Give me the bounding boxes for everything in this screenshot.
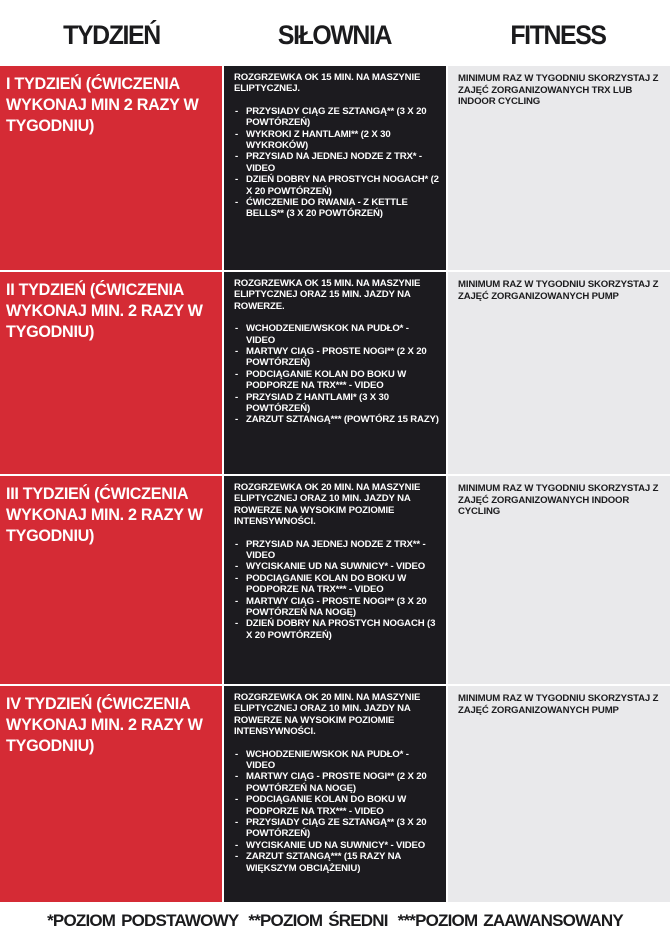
exercise-item: - WYCISKANIE UD NA SUWNICY* - VIDEO <box>235 839 426 851</box>
bullet-dash: - <box>235 174 239 186</box>
gym-plan <box>224 686 446 902</box>
exercise-item: - PODCIĄGANIE KOLAN DO BOKU W PODPORZE NA TRX*** - VIDEO <box>235 368 407 392</box>
gym-plan <box>224 476 446 684</box>
exercise-item: - PRZYSIAD Z HANTLAMI* (3 X 30 POWTÓRZEŃ) <box>235 391 389 415</box>
exercise-item: - WYKROKI Z HANTLAMI** (2 X 30 WYKROKÓW) <box>235 128 391 152</box>
exercise-item: - WCHODZENIE/WSKOK NA PUDŁO* - VIDEO <box>235 748 409 772</box>
bullet-dash: - <box>235 771 239 783</box>
exercise-item: - ZARZUT SZTANGĄ*** (POWTÓRZ 15 RAZY) <box>235 414 439 426</box>
exercise-item: - PODCIĄGANIE KOLAN DO BOKU W PODPORZE NA TRX*** - VIDEO <box>235 572 407 596</box>
table-row-week-4 <box>0 686 670 902</box>
exercise-item: - DZIEŃ DOBRY NA PROSTYCH NOGACH* (2 X 20 POWTÓRZEŃ) <box>235 174 439 197</box>
week-title: IV TYDZIEŃ (ĆWICZENIA WYKONAJ MIN. 2 RAZY W TYGODNIU) <box>0 686 222 902</box>
exercise-item: - PODCIĄGANIE KOLAN DO BOKU W PODPORZE NA TRX*** - VIDEO <box>235 794 407 817</box>
fitness-plan: MINIMUM RAZ W TYGODNIU SKORZYSTAJ Z ZAJĘĆ ZORGANIZOWANYCH TRX LUB INDOOR CYCLING <box>448 66 670 270</box>
bullet-dash: - <box>235 839 239 851</box>
exercise-item: - WCHODZENIE/WSKOK NA PUDŁO* - VIDEO <box>235 323 409 346</box>
legend-advanced: ***POZIOM ZAAWANSOWANY <box>397 911 623 930</box>
fitness-plan: MINIMUM RAZ W TYGODNIU SKORZYSTAJ Z ZAJĘĆ ZORGANIZOWANYCH PUMP <box>448 686 670 902</box>
table-row-week-1 <box>0 66 670 270</box>
gym-plan <box>224 66 446 270</box>
legend-medium: **POZIOM ŚREDNI <box>248 911 388 930</box>
warmup-text: ROZGRZEWKA OK 20 MIN. NA MASZYNIE ELIPTYCZNEJ ORAZ 10 MIN. JAZDY NA ROWERZE NA WYSOKIM POZIOMIE INTENSYWNOŚCI. <box>234 692 421 738</box>
bullet-dash: - <box>235 817 239 829</box>
bullet-dash: - <box>235 346 239 358</box>
table-row-week-3 <box>0 476 670 684</box>
bullet-dash: - <box>235 323 239 335</box>
fitness-plan: MINIMUM RAZ W TYGODNIU SKORZYSTAJ Z ZAJĘĆ ZORGANIZOWANYCH INDOOR CYCLING <box>448 476 670 684</box>
bullet-dash: - <box>235 391 239 403</box>
exercise-item: - PRZYSIADY CIĄG ZE SZTANGĄ** (3 X 20 POWTÓRZEŃ) <box>235 817 427 840</box>
exercise-item: - MARTWY CIĄG - PROSTE NOGI** (2 X 20 POWTÓRZEŃ) <box>235 346 427 369</box>
bullet-dash: - <box>235 595 239 607</box>
exercise-item: - WYCISKANIE UD NA SUWNICY* - VIDEO <box>235 561 426 573</box>
week-title: III TYDZIEŃ (ĆWICZENIA WYKONAJ MIN. 2 RAZY W TYGODNIU) <box>0 476 222 684</box>
week-title: I TYDZIEŃ (ĆWICZENIA WYKONAJ MIN 2 RAZY W TYGODNIU) <box>0 66 222 270</box>
bullet-dash: - <box>235 748 239 760</box>
exercise-item: - DZIEŃ DOBRY NA PROSTYCH NOGACH (3 X 20 POWTÓRZEŃ) <box>235 618 436 641</box>
column-header-gym: SIŁOWNIA <box>277 19 392 50</box>
table-header <box>0 0 670 66</box>
bullet-dash: - <box>235 414 239 426</box>
fitness-plan: MINIMUM RAZ W TYGODNIU SKORZYSTAJ Z ZAJĘĆ ZORGANIZOWANYCH PUMP <box>448 272 670 474</box>
warmup-text: ROZGRZEWKA OK 15 MIN. NA MASZYNIE ELIPTYCZNEJ. <box>234 72 421 95</box>
bullet-dash: - <box>235 561 239 573</box>
column-header-week: TYDZIEŃ <box>63 19 160 50</box>
exercise-item: - PRZYSIAD NA JEDNEJ NODZE Z TRX** - VIDEO <box>235 538 426 562</box>
warmup-text: ROZGRZEWKA OK 15 MIN. NA MASZYNIE ELIPTYCZNEJ ORAZ 15 MIN. JAZDY NA ROWERZE. <box>234 278 421 312</box>
bullet-dash: - <box>235 151 239 163</box>
bullet-dash: - <box>235 105 239 117</box>
column-header-fitness: FITNESS <box>510 19 606 50</box>
bullet-dash: - <box>235 128 239 140</box>
bullet-dash: - <box>235 572 239 584</box>
bullet-dash: - <box>235 538 239 550</box>
table-row-week-2 <box>0 272 670 474</box>
bullet-dash: - <box>235 618 239 630</box>
week-title: II TYDZIEŃ (ĆWICZENIA WYKONAJ MIN. 2 RAZY W TYGODNIU) <box>0 272 222 474</box>
legend-basic: *POZIOM PODSTAWOWY <box>47 911 239 930</box>
bullet-dash: - <box>235 851 239 863</box>
exercise-item: - PRZYSIADY CIĄG ZE SZTANGĄ** (3 X 20 POWTÓRZEŃ) <box>235 105 427 129</box>
bullet-dash: - <box>235 197 239 209</box>
exercise-item: - ĆWICZENIE DO RWANIA - Z KETTLE BELLS** (3 X 20 POWTÓRZEŃ) <box>235 197 408 220</box>
exercise-item: - MARTWY CIĄG - PROSTE NOGI** (3 X 20 POWTÓRZEŃ NA NOGĘ) <box>235 595 427 619</box>
difficulty-legend <box>0 906 670 936</box>
exercise-item: - MARTWY CIĄG - PROSTE NOGI** (2 X 20 POWTÓRZEŃ NA NOGĘ) <box>235 771 427 794</box>
exercise-item: - ZARZUT SZTANGĄ*** (15 RAZY NA WIĘKSZYM OBCIĄŻENIU) <box>235 851 401 874</box>
warmup-text: ROZGRZEWKA OK 20 MIN. NA MASZYNIE ELIPTYCZNEJ ORAZ 10 MIN. JAZDY NA ROWERZE NA WYSOKIM POZIOMIE INTENSYWNOŚCI. <box>234 482 421 528</box>
bullet-dash: - <box>235 794 239 806</box>
exercise-item: - PRZYSIAD NA JEDNEJ NODZE Z TRX* - VIDEO <box>235 151 422 174</box>
bullet-dash: - <box>235 368 239 380</box>
gym-plan <box>224 272 446 474</box>
